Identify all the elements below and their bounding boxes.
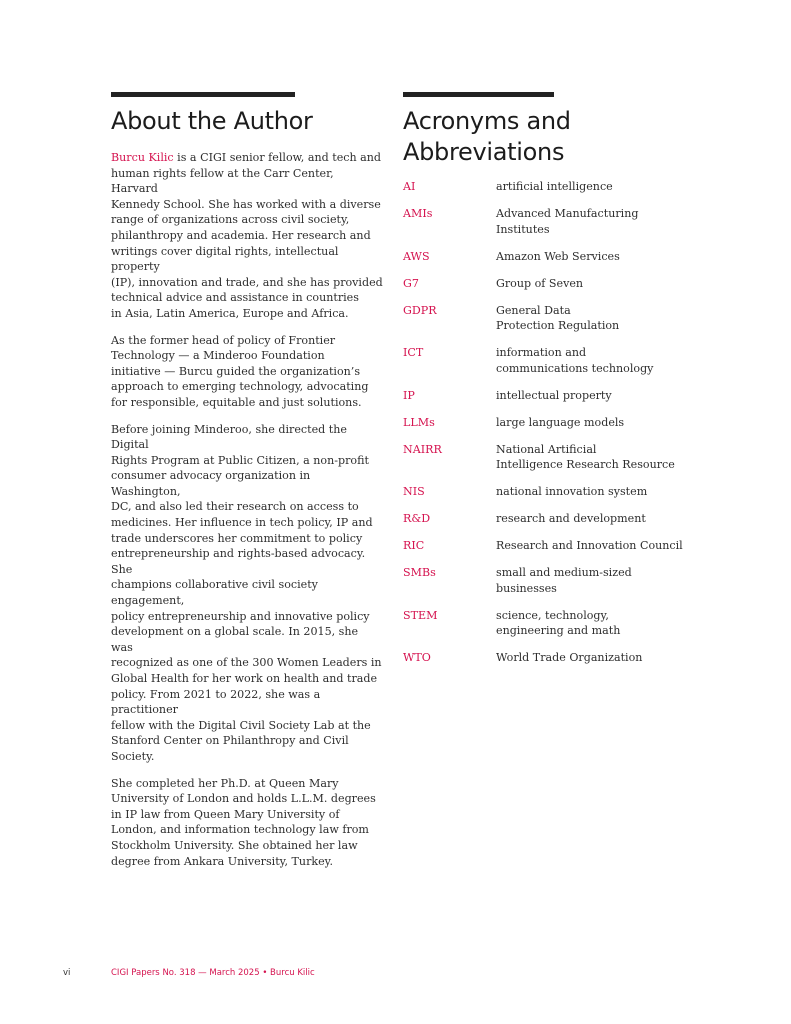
- acronym-definition: [496, 388, 693, 404]
- acronyms-section: [403, 92, 693, 677]
- acronym-definition: [496, 608, 693, 639]
- acronym-term: AI: [403, 180, 416, 193]
- definition-line: Intelligence Research Resource: [496, 458, 675, 472]
- acronym-definition: [496, 179, 693, 195]
- acronym-definition: [496, 249, 693, 265]
- definition-line: Research and Innovation Council: [496, 539, 683, 553]
- definition-line: businesses: [496, 581, 557, 595]
- paragraph-line: recognized as one of the 300 Women Leaders in: [111, 656, 382, 670]
- paragraph-line: development on a global scale. In 2015, she was: [111, 625, 359, 654]
- acronym-row: [403, 345, 693, 376]
- acronym-row: [403, 276, 693, 292]
- acronym-row: [403, 249, 693, 265]
- acronym-term: AWS: [403, 249, 430, 263]
- acronym-term: ICT: [403, 346, 424, 360]
- paragraph-line: fellow with the Digital Civil Society Lab at the: [111, 718, 371, 732]
- definition-line: small and medium-sized: [496, 566, 632, 580]
- acronym-definition: [496, 276, 693, 292]
- paragraph-line: Rights Program at Public Citizen, a non-profit: [111, 453, 369, 467]
- about-heading: About the Author: [111, 107, 313, 135]
- acronym-row: [403, 511, 693, 527]
- definition-line: research and development: [496, 512, 646, 526]
- acronym-list: [403, 179, 693, 666]
- acronym-definition: [496, 206, 693, 237]
- paragraph-line: degree from Ankara University, Turkey.: [111, 854, 333, 868]
- definition-line: artificial intelligence: [496, 180, 613, 193]
- definition-line: National Artificial: [496, 442, 597, 456]
- acronym-definition: [496, 650, 693, 666]
- acronym-row: [403, 179, 693, 195]
- paragraph-line: entrepreneurship and rights-based advocacy. She: [111, 547, 366, 576]
- definition-line: information and: [496, 346, 587, 360]
- paragraph-line: Stockholm University. She obtained her law: [111, 838, 358, 852]
- acronym-row: [403, 608, 693, 639]
- acronym-term: GDPR: [403, 303, 437, 317]
- acronym-term: NAIRR: [403, 442, 442, 456]
- paragraph-line: Global Health for her work on health and trade: [111, 672, 378, 685]
- paragraph-line: in IP law from Queen Mary University of: [111, 807, 340, 821]
- acronym-row: [403, 484, 693, 500]
- acronym-definition: [496, 442, 693, 473]
- acronym-row: [403, 565, 693, 596]
- acronym-row: [403, 538, 693, 554]
- acronyms-heading-line1: Acronyms and: [403, 107, 571, 135]
- definition-line: General Data: [496, 303, 571, 317]
- acronym-definition: [496, 538, 693, 554]
- acronym-definition: [496, 565, 693, 596]
- acronym-definition: [496, 303, 693, 334]
- paragraph-line: approach to emerging technology, advocating: [111, 380, 369, 394]
- paragraph-line: Technology — a Minderoo Foundation: [111, 349, 325, 363]
- paragraph-line: University of London and holds L.L.M. degrees: [111, 792, 376, 806]
- section-rule: [111, 92, 295, 97]
- acronym-definition: [496, 345, 693, 376]
- paragraph-line: champions collaborative civil society engagement,: [111, 578, 318, 608]
- footer-citation: CIGI Papers No. 318 — March 2025 • Burcu Kilic: [111, 968, 315, 978]
- acronym-row: [403, 206, 693, 237]
- acronym-term: WTO: [403, 651, 431, 665]
- acronym-definition: [496, 484, 693, 500]
- paragraph-line: policy. From 2021 to 2022, she was a practitioner: [111, 687, 321, 717]
- acronym-term: LLMs: [403, 415, 435, 429]
- about-body: [111, 150, 383, 869]
- acronym-row: [403, 442, 693, 473]
- acronym-row: [403, 650, 693, 666]
- definition-line: engineering and math: [496, 624, 621, 638]
- acronym-term: NIS: [403, 485, 425, 499]
- section-rule: [403, 92, 554, 97]
- acronym-term: STEM: [403, 608, 438, 622]
- definition-line: communications technology: [496, 361, 654, 375]
- paragraph-line: policy entrepreneurship and innovative policy: [111, 609, 370, 623]
- paragraph-line: in Asia, Latin America, Europe and Africa.: [111, 306, 349, 320]
- paragraph-line: London, and information technology law from: [111, 823, 369, 837]
- about-the-author-section: [111, 92, 383, 880]
- paragraph-line: human rights fellow at the Carr Center, Harvard: [111, 166, 334, 196]
- paragraph-line: initiative — Burcu guided the organization’s: [111, 364, 361, 378]
- paragraph-line: (IP), innovation and trade, and she has provided: [111, 275, 383, 289]
- paragraph-line: Before joining Minderoo, she directed the Digital: [111, 422, 347, 452]
- definition-line: national innovation system: [496, 485, 648, 499]
- acronyms-heading-line2: Abbreviations: [403, 138, 565, 166]
- definition-line: World Trade Organization: [496, 651, 643, 665]
- acronym-term: G7: [403, 276, 419, 290]
- paragraph-line: DC, and also led their research on access to: [111, 500, 359, 514]
- acronym-term: IP: [403, 388, 415, 402]
- definition-line: Institutes: [496, 222, 550, 236]
- paragraph-line: Kennedy School. She has worked with a diverse: [111, 197, 381, 211]
- definition-line: large language models: [496, 415, 625, 429]
- paragraph-line: philanthropy and academia. Her research and: [111, 228, 371, 242]
- page-number: vi: [63, 968, 71, 978]
- definition-line: Group of Seven: [496, 276, 584, 290]
- paragraph-line: range of organizations across civil society,: [111, 213, 350, 227]
- acronym-row: [403, 388, 693, 404]
- paragraph-line: She completed her Ph.D. at Queen Mary: [111, 776, 339, 790]
- paragraph-line: writings cover digital rights, intellectual property: [111, 244, 339, 274]
- about-paragraph: [111, 422, 383, 765]
- definition-line: Advanced Manufacturing: [496, 206, 639, 220]
- paragraph-line: is a CIGI senior fellow, and tech and: [173, 151, 382, 164]
- definition-line: intellectual property: [496, 388, 612, 402]
- acronym-term: RIC: [403, 539, 425, 553]
- acronym-definition: [496, 415, 693, 431]
- paragraph-line: medicines. Her influence in tech policy, IP and: [111, 516, 373, 530]
- acronym-term: R&D: [403, 512, 431, 526]
- definition-line: science, technology,: [496, 608, 609, 622]
- acronym-term: SMBs: [403, 566, 436, 580]
- about-paragraph: [111, 150, 383, 322]
- paragraph-line: trade underscores her commitment to policy: [111, 531, 363, 545]
- paragraph-line: technical advice and assistance in countries: [111, 291, 359, 305]
- about-paragraph: [111, 776, 383, 870]
- paragraph-line: consumer advocacy organization in Washington,: [111, 469, 311, 498]
- acronym-term: AMIs: [403, 206, 433, 220]
- about-paragraph: [111, 333, 383, 411]
- author-name-link[interactable]: Burcu Kilic: [111, 151, 174, 164]
- definition-line: Protection Regulation: [496, 319, 620, 333]
- paragraph-line: Stanford Center on Philanthropy and Civil Society.: [111, 734, 349, 763]
- acronyms-heading: [403, 106, 693, 168]
- acronym-row: [403, 303, 693, 334]
- definition-line: Amazon Web Services: [496, 249, 620, 263]
- paragraph-line: for responsible, equitable and just solutions.: [111, 395, 362, 409]
- acronym-row: [403, 415, 693, 431]
- paragraph-line: As the former head of policy of Frontier: [111, 333, 336, 347]
- acronym-definition: [496, 511, 693, 527]
